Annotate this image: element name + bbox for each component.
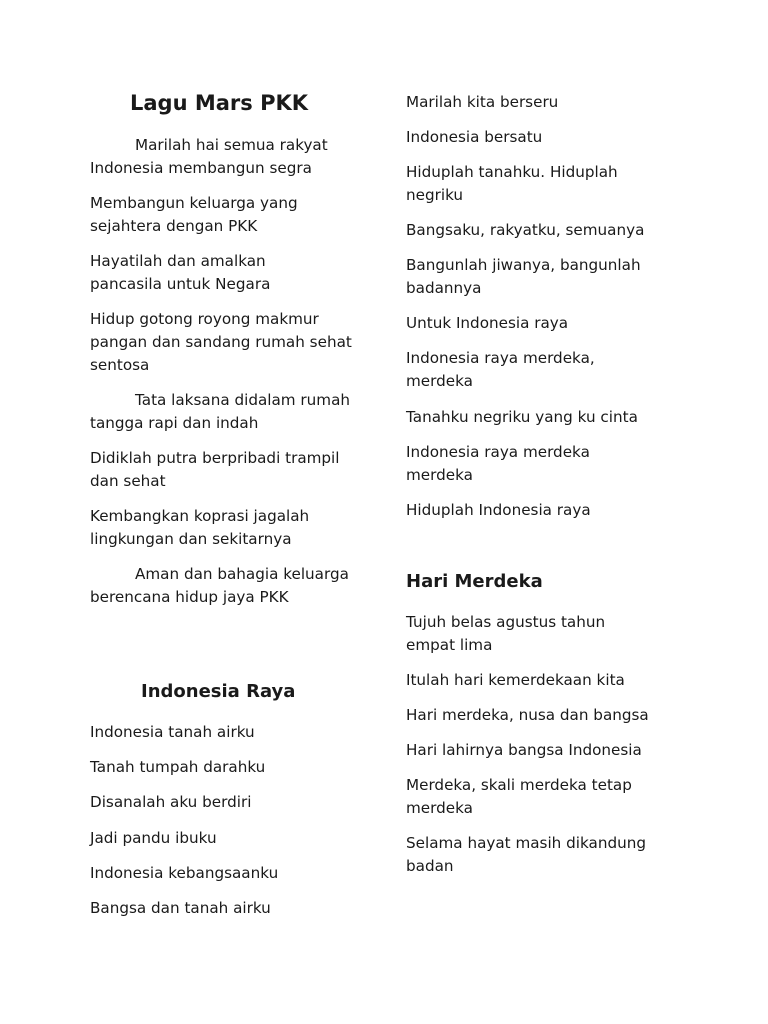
lyric-line: Indonesia bersatu: [406, 128, 543, 146]
lyric-line: Bangsaku, rakyatku, semuanya: [406, 221, 645, 239]
lyric-line: Bangunlah jiwanya, bangunlah badannya: [406, 256, 641, 297]
lyric-line: Indonesia kebangsaanku: [90, 864, 279, 882]
lyric-line: Hiduplah tanahku. Hiduplah negriku: [406, 163, 618, 204]
lyric-line: Hayatilah dan amalkan pancasila untuk Negara: [90, 252, 271, 293]
lyric-line: Marilah hai semua rakyat Indonesia membangun segra: [90, 136, 328, 177]
lyric-line: Hidup gotong royong makmur pangan dan sandang rumah sehat sentosa: [90, 310, 352, 374]
lyric-line: Disanalah aku berdiri: [90, 793, 252, 811]
lyric-line: Kembangkan koprasi jagalah lingkungan dan sekitarnya: [90, 507, 310, 548]
lyric-line: Aman dan bahagia keluarga berencana hidup jaya PKK: [90, 565, 349, 606]
lyric-line: Didiklah putra berpribadi trampil dan sehat: [90, 449, 340, 490]
lyric-line: Tujuh belas agustus tahun empat lima: [406, 613, 606, 654]
lyric-line: Indonesia raya merdeka merdeka: [406, 443, 590, 484]
lyric-line: Indonesia raya merdeka, merdeka: [406, 349, 595, 390]
lyric-line: Tanah tumpah darahku: [90, 758, 266, 776]
lyric-line: Indonesia tanah airku: [90, 723, 255, 741]
lyric-line: Selama hayat masih dikandung badan: [406, 834, 646, 875]
indonesia-raya-title: Indonesia Raya: [141, 681, 296, 702]
lyric-line: Hiduplah Indonesia raya: [406, 501, 591, 519]
lyric-line: Marilah kita berseru: [406, 93, 559, 111]
lyric-line: Bangsa dan tanah airku: [90, 899, 271, 917]
mars-pkk-title: Lagu Mars PKK: [130, 91, 309, 115]
lyric-line: Merdeka, skali merdeka tetap merdeka: [406, 776, 632, 817]
lyric-line: Tata laksana didalam rumah tangga rapi dan indah: [90, 391, 351, 432]
lyric-line: Hari lahirnya bangsa Indonesia: [406, 741, 642, 759]
lyric-line: Hari merdeka, nusa dan bangsa: [406, 706, 649, 724]
lyric-line: Untuk Indonesia raya: [406, 314, 569, 332]
lyric-line: Jadi pandu ibuku: [90, 829, 217, 847]
lyric-line: Membangun keluarga yang sejahtera dengan PKK: [90, 194, 298, 235]
hari-merdeka-title: Hari Merdeka: [406, 571, 543, 592]
lyric-line: Itulah hari kemerdekaan kita: [406, 671, 625, 689]
lyric-line: Tanahku negriku yang ku cinta: [406, 408, 638, 426]
